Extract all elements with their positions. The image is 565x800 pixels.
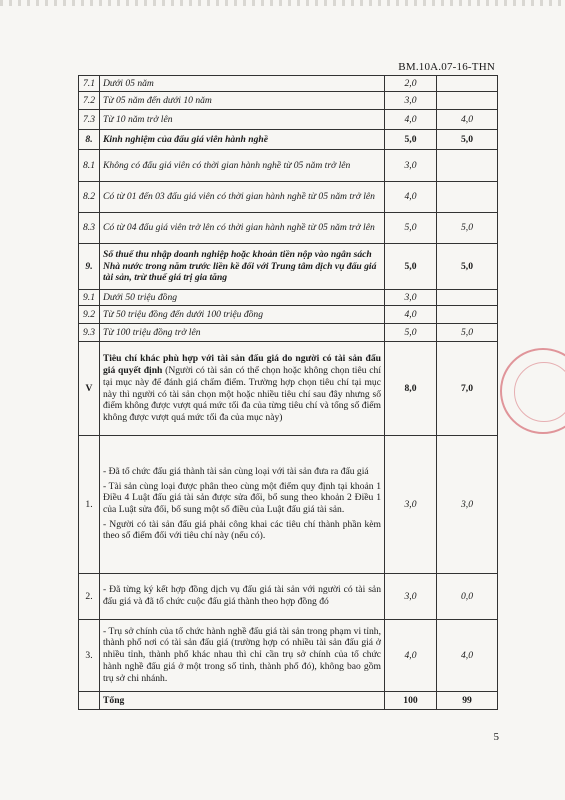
row-max-score: 3,0 <box>385 150 437 182</box>
row-criterion: Từ 10 năm trở lên <box>100 110 385 130</box>
row-criterion <box>100 620 385 692</box>
row-score: 4,0 <box>437 620 498 692</box>
row-score: 5,0 <box>437 213 498 244</box>
total-score: 99 <box>437 692 498 710</box>
total-number-cell <box>79 692 100 710</box>
scan-edge <box>0 0 565 6</box>
section-v-title: Tiêu chí khác phù hợp với tài sản đấu giá do người có tài sản đấu giá quyết định <box>103 353 381 377</box>
row-number: 9.1 <box>79 290 100 306</box>
row-score <box>437 150 498 182</box>
row-max-score: 3,0 <box>385 92 437 110</box>
total-label: Tổng <box>100 692 385 710</box>
total-row <box>79 692 498 710</box>
criterion-paragraph: - Đã từng ký kết hợp đồng dịch vụ đấu giá tài sản với người có tài sản đấu giá và đã tổ chức cuộc đấu giá thành theo hợp đồng đó <box>103 584 381 607</box>
row-max-score: 5,0 <box>385 324 437 342</box>
row-score <box>437 76 498 92</box>
row-number: 1. <box>79 436 100 574</box>
row-number: 9.2 <box>79 306 100 324</box>
table-row <box>79 290 498 306</box>
criterion-paragraph: - Trụ sở chính của tổ chức hành nghề đấu giá tài sản trong phạm vi tỉnh, thành phố nơi có tài sản đấu giá (trường hợp có nhiều tài sản đấu giá ở nhiều tỉnh, thành phố khác nhau thì chỉ cần trụ sở chính của tổ chức hành nghề đấu giá ở một trong số tỉnh, thành phố đó), không bao gồm trụ sở chi nhánh. <box>103 625 381 684</box>
row-number: 9. <box>79 244 100 290</box>
row-max-score: 3,0 <box>385 574 437 620</box>
row-score: 5,0 <box>437 324 498 342</box>
row-criterion: Có từ 01 đến 03 đấu giá viên có thời gian hành nghề từ 05 năm trở lên <box>100 182 385 213</box>
row-max-score: 4,0 <box>385 306 437 324</box>
row-criterion: Kinh nghiệm của đấu giá viên hành nghề <box>100 130 385 150</box>
table-row <box>79 306 498 324</box>
row-max-score: 5,0 <box>385 130 437 150</box>
row-number: 7.1 <box>79 76 100 92</box>
table-row <box>79 574 498 620</box>
row-criterion: Có từ 04 đấu giá viên trở lên có thời gian hành nghề từ 05 năm trở lên <box>100 213 385 244</box>
row-criterion: Dưới 50 triệu đồng <box>100 290 385 306</box>
row-max-score: 2,0 <box>385 76 437 92</box>
row-criterion: Từ 05 năm đến dưới 10 năm <box>100 92 385 110</box>
row-criterion: Dưới 05 năm <box>100 76 385 92</box>
row-max-score: 5,0 <box>385 244 437 290</box>
row-criterion <box>100 436 385 574</box>
form-code: BM.10A.07-16-THN <box>398 61 495 73</box>
row-criterion: Số thuế thu nhập doanh nghiệp hoặc khoản tiền nộp vào ngân sách Nhà nước trong năm trước liền kề đối với Trung tâm dịch vụ đấu giá tài sản, trừ thuế giá trị gia tăng <box>100 244 385 290</box>
row-number: 8.3 <box>79 213 100 244</box>
row-number: 8. <box>79 130 100 150</box>
table-row <box>79 324 498 342</box>
row-score: 5,0 <box>437 130 498 150</box>
row-number: 8.2 <box>79 182 100 213</box>
row-max-score: 4,0 <box>385 620 437 692</box>
row-max-score: 3,0 <box>385 436 437 574</box>
table-row <box>79 213 498 244</box>
row-score: 4,0 <box>437 110 498 130</box>
seal-stamp-ring <box>514 362 565 422</box>
seal-stamp <box>500 348 565 434</box>
section-v-row <box>79 342 498 436</box>
row-score <box>437 182 498 213</box>
row-number: 9.3 <box>79 324 100 342</box>
criterion-paragraph: - Người có tài sản đấu giá phải công khai các tiêu chí thành phần kèm theo số điểm đối với tiêu chí này (nếu có). <box>103 518 381 542</box>
row-max-score: 4,0 <box>385 182 437 213</box>
row-score: 3,0 <box>437 436 498 574</box>
section-number: V <box>79 342 100 436</box>
table-row <box>79 76 498 92</box>
row-score <box>437 290 498 306</box>
page-number: 5 <box>493 731 499 743</box>
table-row <box>79 436 498 574</box>
table-row <box>79 150 498 182</box>
row-criterion <box>100 574 385 620</box>
section-v-description <box>100 342 385 436</box>
row-criterion: Không có đấu giá viên có thời gian hành nghề từ 05 năm trở lên <box>100 150 385 182</box>
row-number: 7.2 <box>79 92 100 110</box>
row-number: 8.1 <box>79 150 100 182</box>
table-row <box>79 244 498 290</box>
table-row <box>79 620 498 692</box>
row-max-score: 3,0 <box>385 290 437 306</box>
row-number: 3. <box>79 620 100 692</box>
section-v-max-score: 8,0 <box>385 342 437 436</box>
row-number: 2. <box>79 574 100 620</box>
row-max-score: 4,0 <box>385 110 437 130</box>
section-v-score: 7,0 <box>437 342 498 436</box>
criterion-paragraph: - Tài sản cùng loại được phân theo cùng một điểm quy định tại khoản 1 Điều 4 Luật đấu giá tài sản được sửa đổi, bổ sung theo khoản 2 Điều 1 của Luật sửa đổi, bổ sung một số điều của Luật đấu giá tài sản. <box>103 480 381 515</box>
table-row <box>79 110 498 130</box>
criterion-paragraph: - Đã tổ chức đấu giá thành tài sản cùng loại với tài sản đưa ra đấu giá <box>103 465 369 477</box>
row-criterion: Từ 100 triệu đồng trở lên <box>100 324 385 342</box>
section-v-note: (Người có tài sản có thể chọn hoặc không chọn tiêu chí tại mục này để đánh giá chấm điểm. Trường hợp chọn tiêu chí tại mục này thì người có tài sản chọn một hoặc nhiều tiêu chí sau đây nhưng số điểm không được vượt quá mức tối đa của từng tiêu chí và tổng số điểm không được vượt quá mức tối đa của mục này) <box>103 365 381 423</box>
table-row <box>79 130 498 150</box>
scoring-table <box>78 75 498 710</box>
row-criterion: Từ 50 triệu đồng đến dưới 100 triệu đồng <box>100 306 385 324</box>
table-row <box>79 92 498 110</box>
row-max-score: 5,0 <box>385 213 437 244</box>
total-max-score: 100 <box>385 692 437 710</box>
table-row <box>79 182 498 213</box>
row-score: 0,0 <box>437 574 498 620</box>
row-score <box>437 306 498 324</box>
row-score: 5,0 <box>437 244 498 290</box>
row-score <box>437 92 498 110</box>
row-number: 7.3 <box>79 110 100 130</box>
